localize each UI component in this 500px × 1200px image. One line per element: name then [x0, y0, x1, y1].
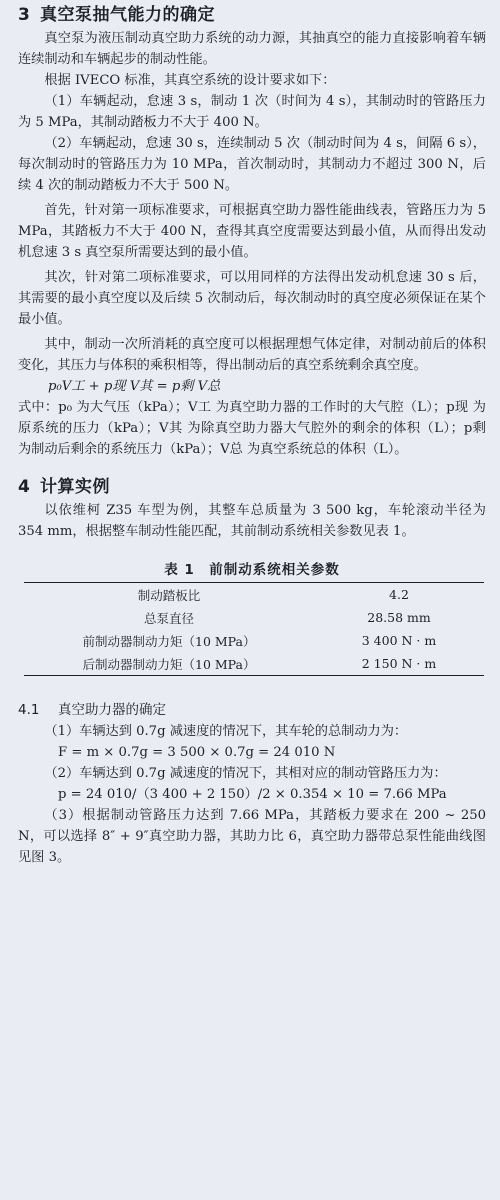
paragraph: 首先，针对第一项标准要求，可根据真空助力器性能曲线表，管路压力为 5 MPa，其踏板力不大于 400 N，查得其真空度需要达到最小值，从而得出发动机怠速 3 s 真空泵所需要达到的最小值。	[18, 203, 486, 260]
section-4-heading	[18, 476, 486, 498]
formula-legend: 式中：p₀ 为大气压（kPa）；V工 为真空助力器的工作时的大气腔（L）；p现 为原系统的压力（kPa）；V其 为除真空助力器大气腔外的剩余的体积（L）；p剩 为制动后剩余的系统压力（kPa）；V总 为真空系统总的体积（L）。	[18, 400, 486, 457]
force-formula: F = m × 0.7g = 3 500 × 0.7g = 24 010 N	[58, 745, 336, 760]
table-cell-value: 28.58 mm	[367, 610, 431, 625]
section-3-heading	[18, 4, 486, 26]
section-4-number: 4	[18, 477, 31, 497]
parameters-table	[24, 582, 484, 676]
gas-law-formula: p₀V工 + p现 V其 = p剩 V总	[48, 379, 221, 394]
paragraph: 其次，针对第二项标准要求，可以用同样的方法得出发动机怠速 30 s 后，其需要的最小真空度以及后续 5 次制动后，每次制动时的真空度必须保证在某个最小值。	[18, 270, 486, 327]
section-4-1-number: 4.1	[18, 702, 40, 718]
section-4-1-title: 真空助力器的确定	[58, 702, 166, 718]
table-cell-value: 2 150 N · m	[314, 652, 484, 676]
section-3-number: 3	[18, 5, 31, 25]
table-caption: 表 1 前制动系统相关参数	[164, 562, 340, 578]
paragraph: 其中，制动一次所消耗的真空度可以根据理想气体定律，对制动前后的体积变化，其压力与体积的乘积相等，得出制动后的真空系统剩余真空度。	[18, 337, 486, 373]
table-cell-label: 前制动器制动力矩（10 MPa）	[82, 633, 256, 649]
table-cell-label: 后制动器制动力矩（10 MPa）	[24, 652, 314, 676]
pressure-formula: p = 24 010/（3 400 + 2 150）/2 × 0.354 × 10 = 7.66 MPa	[58, 787, 447, 802]
table-cell-value: 4.2	[314, 583, 484, 607]
table-row	[24, 652, 484, 676]
paragraph: 以依维柯 Z35 车型为例，其整车总质量为 3 500 kg，车轮滚动半径为 354 mm，根据整车制动性能匹配，其前制动系统相关参数见表 1。	[18, 503, 486, 539]
section-3-title: 真空泵抽气能力的确定	[40, 5, 215, 25]
step-2: （2）车辆达到 0.7g 减速度的情况下，其相对应的制动管路压力为：	[44, 766, 447, 781]
table-row	[24, 629, 484, 652]
table-cell-label: 制动踏板比	[24, 583, 314, 607]
table-cell-label: 总泵直径	[143, 610, 194, 626]
paragraph: 根据 IVECO 标准，其真空系统的设计要求如下：	[44, 73, 336, 88]
requirement-1: （1）车辆起动，怠速 3 s，制动 1 次（时间为 4 s），其制动时的管路压力为 5 MPa，其制动踏板力不大于 400 N。	[18, 94, 486, 130]
step-1: （1）车辆达到 0.7g 减速度的情况下，其车轮的总制动力为：	[44, 724, 408, 739]
section-4-1-heading	[18, 700, 486, 721]
step-3: （3）根据制动管路压力达到 7.66 MPa，其踏板力要求在 200 ~ 250 N，可以选择 8″ + 9″真空助力器，其助力比 6，真空助力器带总泵性能曲线图见图 3。	[18, 808, 486, 865]
table-cell-value: 3 400 N · m	[361, 633, 437, 648]
paragraph: 真空泵为液压制动真空助力系统的动力源，其抽真空的能力直接影响着车辆连续制动和车辆起步的制动性能。	[18, 31, 486, 67]
section-4-title: 计算实例	[40, 477, 110, 497]
table-row	[24, 606, 484, 629]
table-row	[24, 583, 484, 607]
requirement-2: （2）车辆起动，怠速 30 s，连续制动 5 次（制动时间为 4 s，间隔 6 s），每次制动时的管路压力为 10 MPa，首次制动时，其制动力不超过 300 N，后续 4 次的制动踏板力不大于 500 N。	[18, 136, 486, 193]
